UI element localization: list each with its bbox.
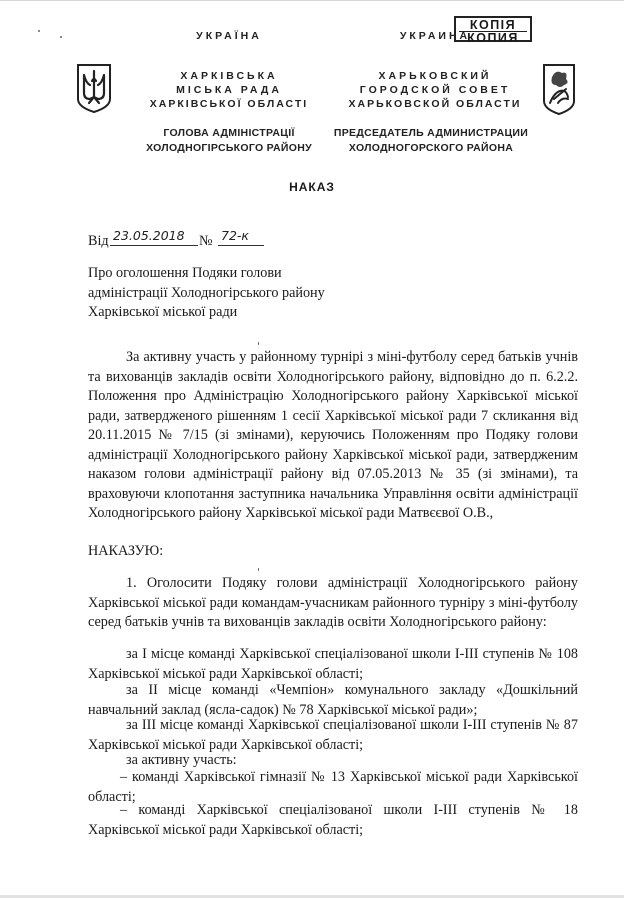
- stamp-line-ru: КОПИЯ: [459, 31, 527, 44]
- scan-speck: [258, 568, 259, 571]
- header-ua-council-2: МІСЬКА РАДА: [176, 84, 282, 96]
- header-ru-council-1: ХАРЬКОВСКИЙ: [378, 70, 492, 82]
- date-prefix: Від: [88, 233, 109, 249]
- stamp-line-ua: КОПІЯ: [469, 18, 517, 32]
- active-team-entry: – команді Харківської спеціалізованої школи І-ІІІ ступенів № 18 Харківської міської ради Харківської області;: [88, 802, 578, 838]
- header-ru-head-2: ХОЛОДНОГОРСКОГО РАЙОНА: [348, 142, 514, 154]
- subject-line: Харківської міської ради: [88, 304, 238, 320]
- header-ru-country: УКРАИНА: [399, 30, 471, 42]
- header-ua-head-2: ХОЛОДНОГІРСЬКОГО РАЙОНУ: [146, 142, 312, 154]
- order-word: НАКАЗУЮ:: [88, 543, 164, 559]
- scan-speck: [38, 30, 40, 32]
- header-ua-country: УКРАЇНА: [196, 30, 262, 42]
- date-underline: [110, 245, 198, 246]
- place-3-entry: за ІІІ місце команді Харківської спеціалізованої школи І-ІІІ ступенів № 87 Харківської міської ради Харківської області;: [88, 717, 578, 753]
- place-1-entry: за І місце команді Харківської спеціалізованої школи І-ІІІ ступенів № 108 Харківської міської ради Харківської області;: [88, 646, 578, 682]
- kharkiv-city-emblem: [542, 63, 576, 115]
- header-ru-council-2: ГОРОДСКОЙ СОВЕТ: [359, 84, 511, 96]
- number-sign: №: [199, 233, 213, 249]
- order-subject: [88, 264, 388, 323]
- handwritten-date: 23.05.2018: [113, 228, 185, 243]
- active-participation-label: за активну участь:: [126, 752, 237, 768]
- handwritten-number: 72-к: [221, 228, 249, 243]
- header-ru-council-3: ХАРЬКОВСКОЙ ОБЛАСТИ: [348, 98, 522, 110]
- subject-line: Про оголошення Подяки голови: [88, 265, 282, 281]
- scan-top-border: [0, 0, 624, 1]
- preamble-paragraph: За активну участь у районному турнірі з міні-футболу серед батьків учнів та вихованців закладів освіти Холодногірського району, відповідно до п. 6.2.2. Положення про Адміністрацію Холодногірського району Харківської міської ради, затвердженого рішенням 1 сесії Харківської міської ради 7 скликання від 20.11.2015 № 7/15 (зі змінами), керуючись Положенням про Подяку голови адміністрації Холодногірського району Харківської міської ради, затвердженим наказом голови адміністрації району від 07.05.2013 № 35 (зі змінами), та враховуючи клопотання заступника начальника Управління освіти адміністрації Холодногірського району Харківської міської ради Матвєєвої О.В.,: [88, 349, 578, 521]
- header-ua-council-1: ХАРКІВСЬКА: [180, 70, 278, 82]
- scan-speck: [60, 36, 62, 38]
- active-team-entry: – команді Харківської гімназії № 13 Харківської міської ради Харківської області;: [88, 769, 578, 805]
- header-ru-head-1: ПРЕДСЕДАТЕЛЬ АДМИНИСТРАЦИИ: [333, 127, 529, 139]
- scan-speck: [258, 342, 259, 345]
- header-ua-council-3: ХАРКІВСЬКОЇ ОБЛАСТІ: [149, 98, 309, 110]
- order-item-1: 1. Оголосити Подяку голови адміністрації Холодногірського району Харківської міської ради командам-учасникам районного турніру з міні-футболу серед батьків учнів та вихованців закладів освіти Холодногірського району:: [88, 575, 578, 630]
- place-2-entry: за ІІ місце команді «Чемпіон» комунального закладу «Дошкільний навчальний заклад (ясла-садок) № 78 Харківської міської ради»;: [88, 682, 578, 718]
- header-ua-head-1: ГОЛОВА АДМІНІСТРАЦІЇ: [163, 127, 295, 139]
- ukraine-trident-emblem: [76, 63, 112, 113]
- document-type-title: НАКАЗ: [289, 180, 335, 194]
- date-number-line: [88, 230, 328, 252]
- number-underline: [218, 245, 264, 246]
- subject-line: адміністрації Холодногірського району: [88, 284, 325, 301]
